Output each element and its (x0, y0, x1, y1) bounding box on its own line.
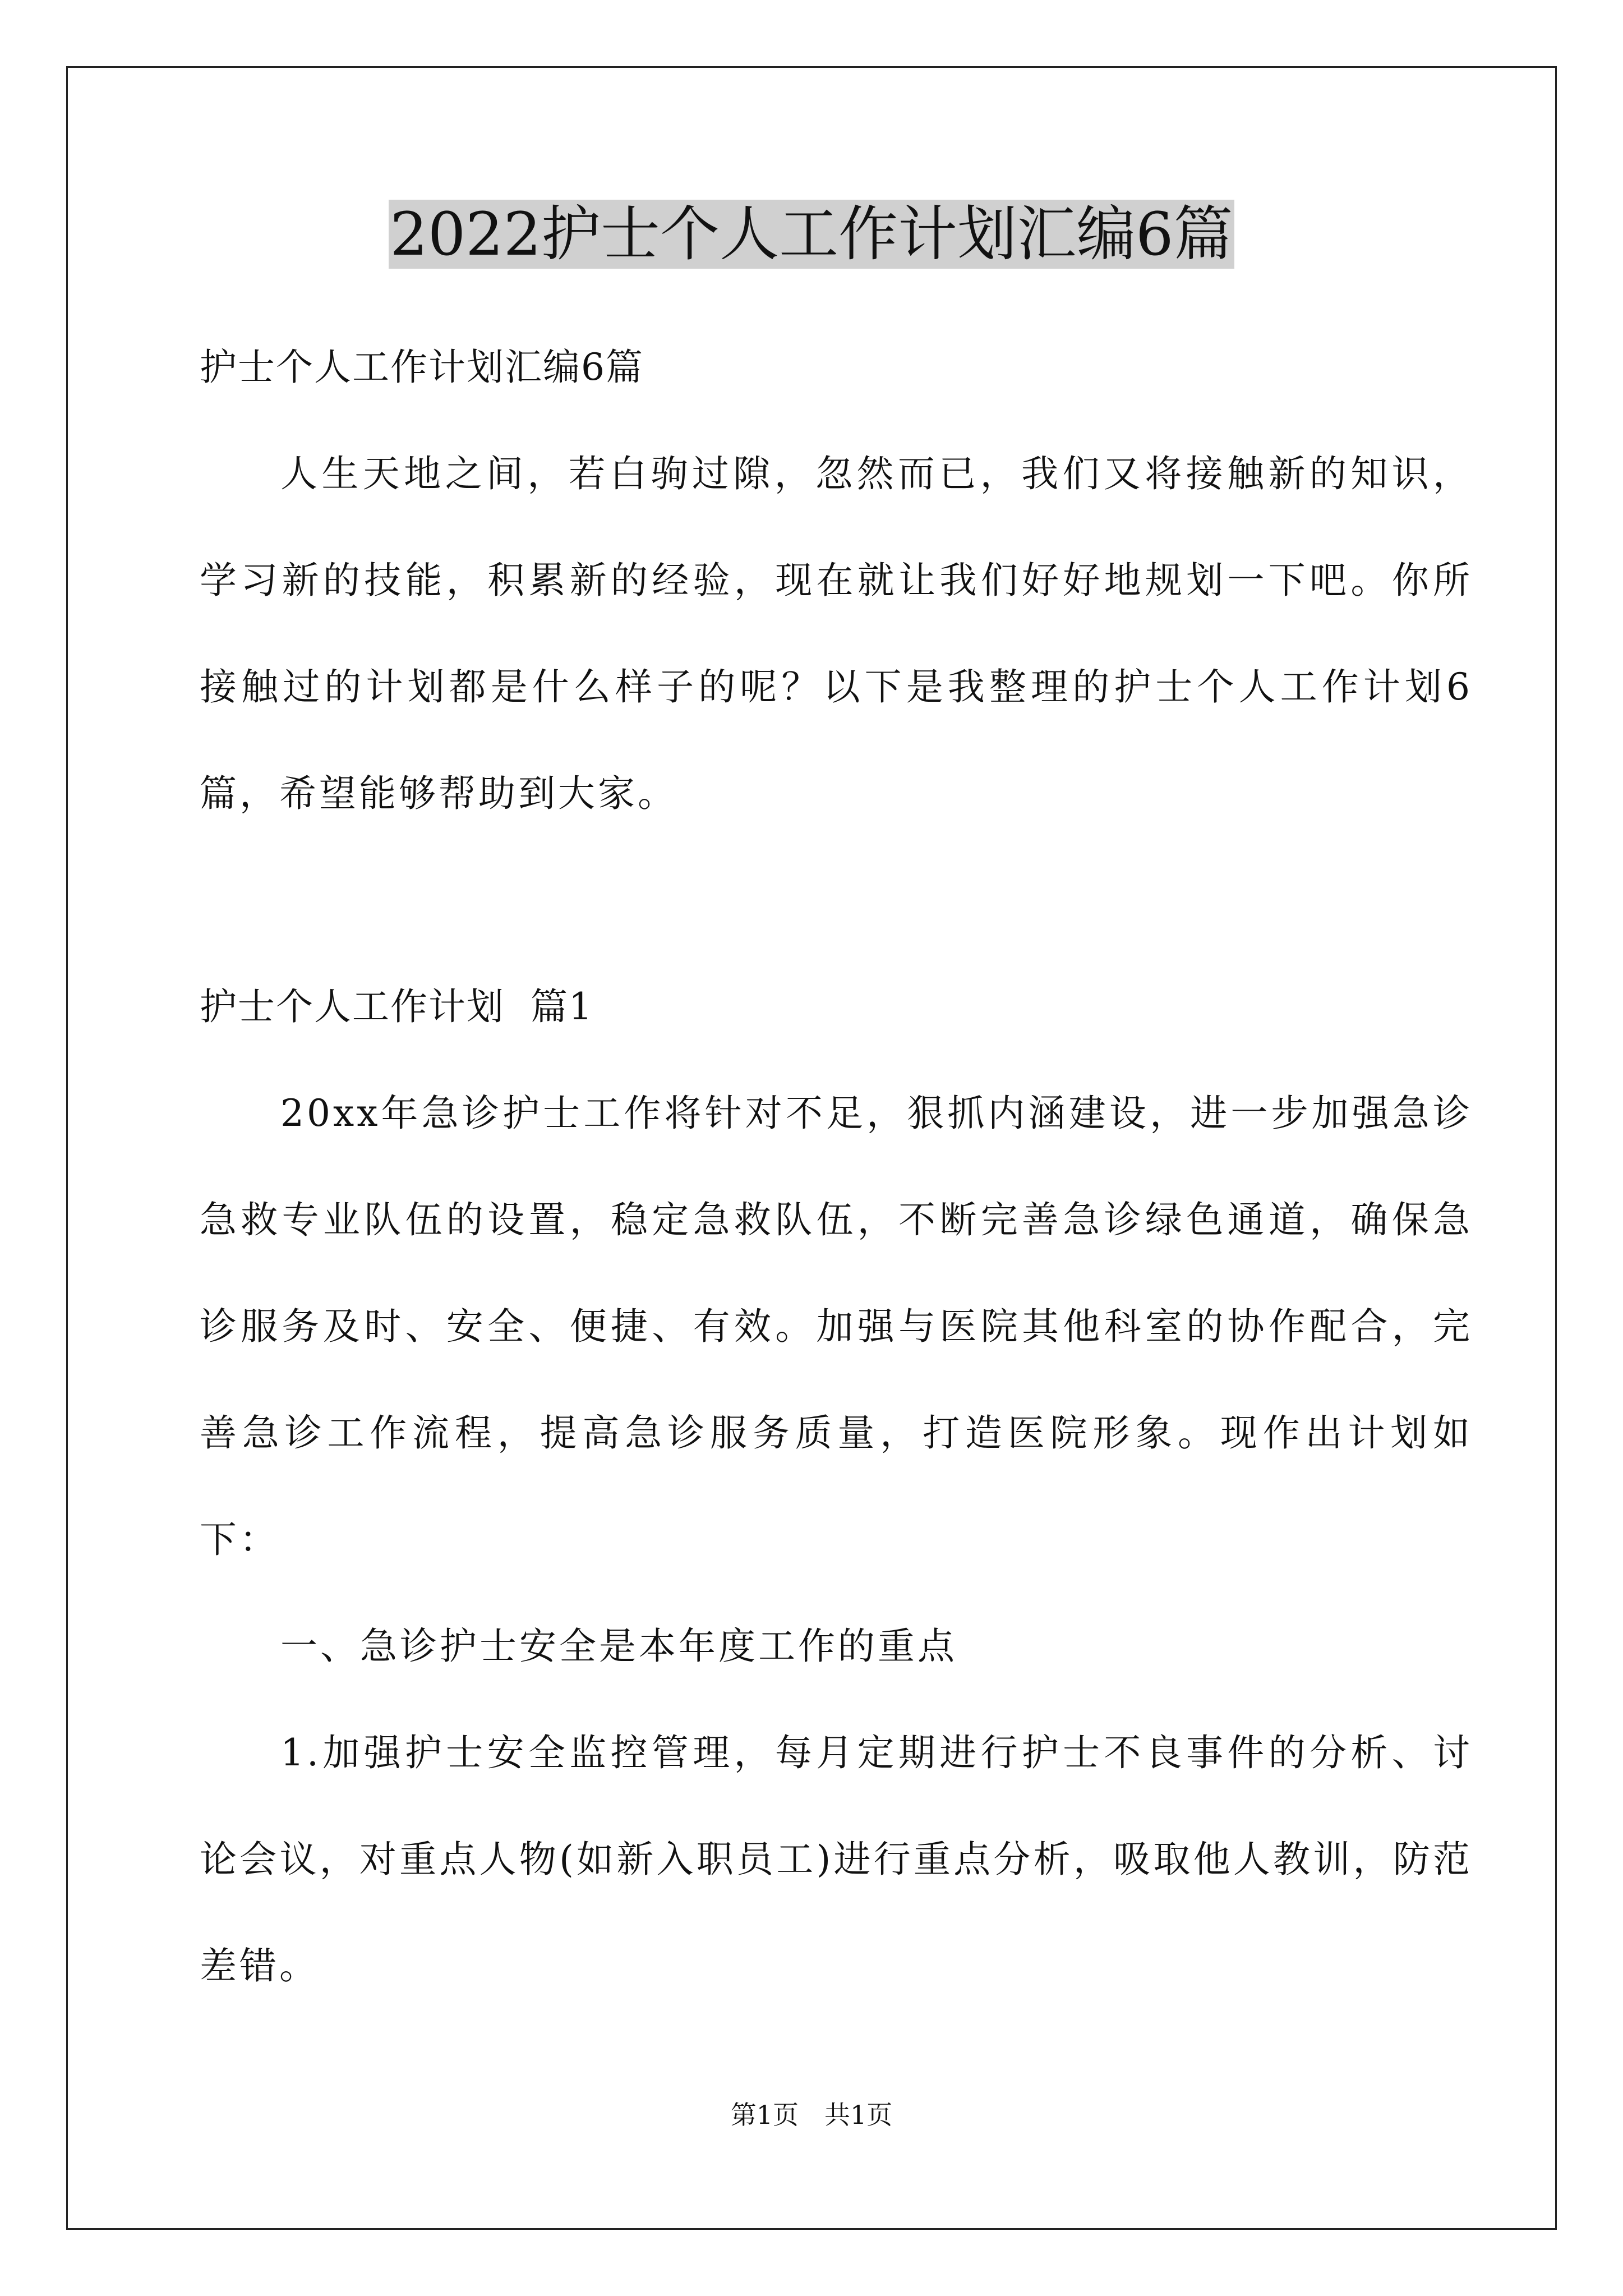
body-paragraph: 1.加强护士安全监控管理，每月定期进行护士不良事件的分析、讨论会议，对重点人物(如新入职员工)进行重点分析，吸取他人教训，防范差错。 (200, 1731, 1473, 1987)
document-body (200, 314, 1473, 2019)
document-title-text: 2022护士个人工作计划汇编6篇 (390, 200, 1233, 269)
document-title (0, 195, 1623, 274)
section-spacer (200, 847, 1473, 954)
intro-paragraph: 人生天地之间，若白驹过隙，忽然而已，我们又将接触新的知识，学习新的技能，积累新的经验，现在就让我们好好地规划一下吧。你所接触过的计划都是什么样子的呢？以下是我整理的护士个人工作计划6篇，希望能够帮助到大家。 (200, 452, 1473, 815)
body-paragraph: 20xx年急诊护士工作将针对不足，狠抓内涵建设，进一步加强急诊急救专业队伍的设置，稳定急救队伍，不断完善急诊绿色通道，确保急诊服务及时、安全、便捷、有效。加强与医院其他科室的协作配合，完善急诊工作流程，提高急诊服务质量，打造医院形象。现作出计划如下： (200, 1092, 1473, 1561)
body-subheading: 一、急诊护士安全是本年度工作的重点 (280, 1625, 957, 1668)
document-subtitle: 护士个人工作计划汇编6篇 (200, 346, 644, 389)
page-number: 第1页 (730, 2100, 799, 2130)
section-heading: 护士个人工作计划 篇1 (200, 985, 593, 1028)
page-total: 共1页 (824, 2100, 893, 2130)
page-footer (0, 2098, 1623, 2132)
